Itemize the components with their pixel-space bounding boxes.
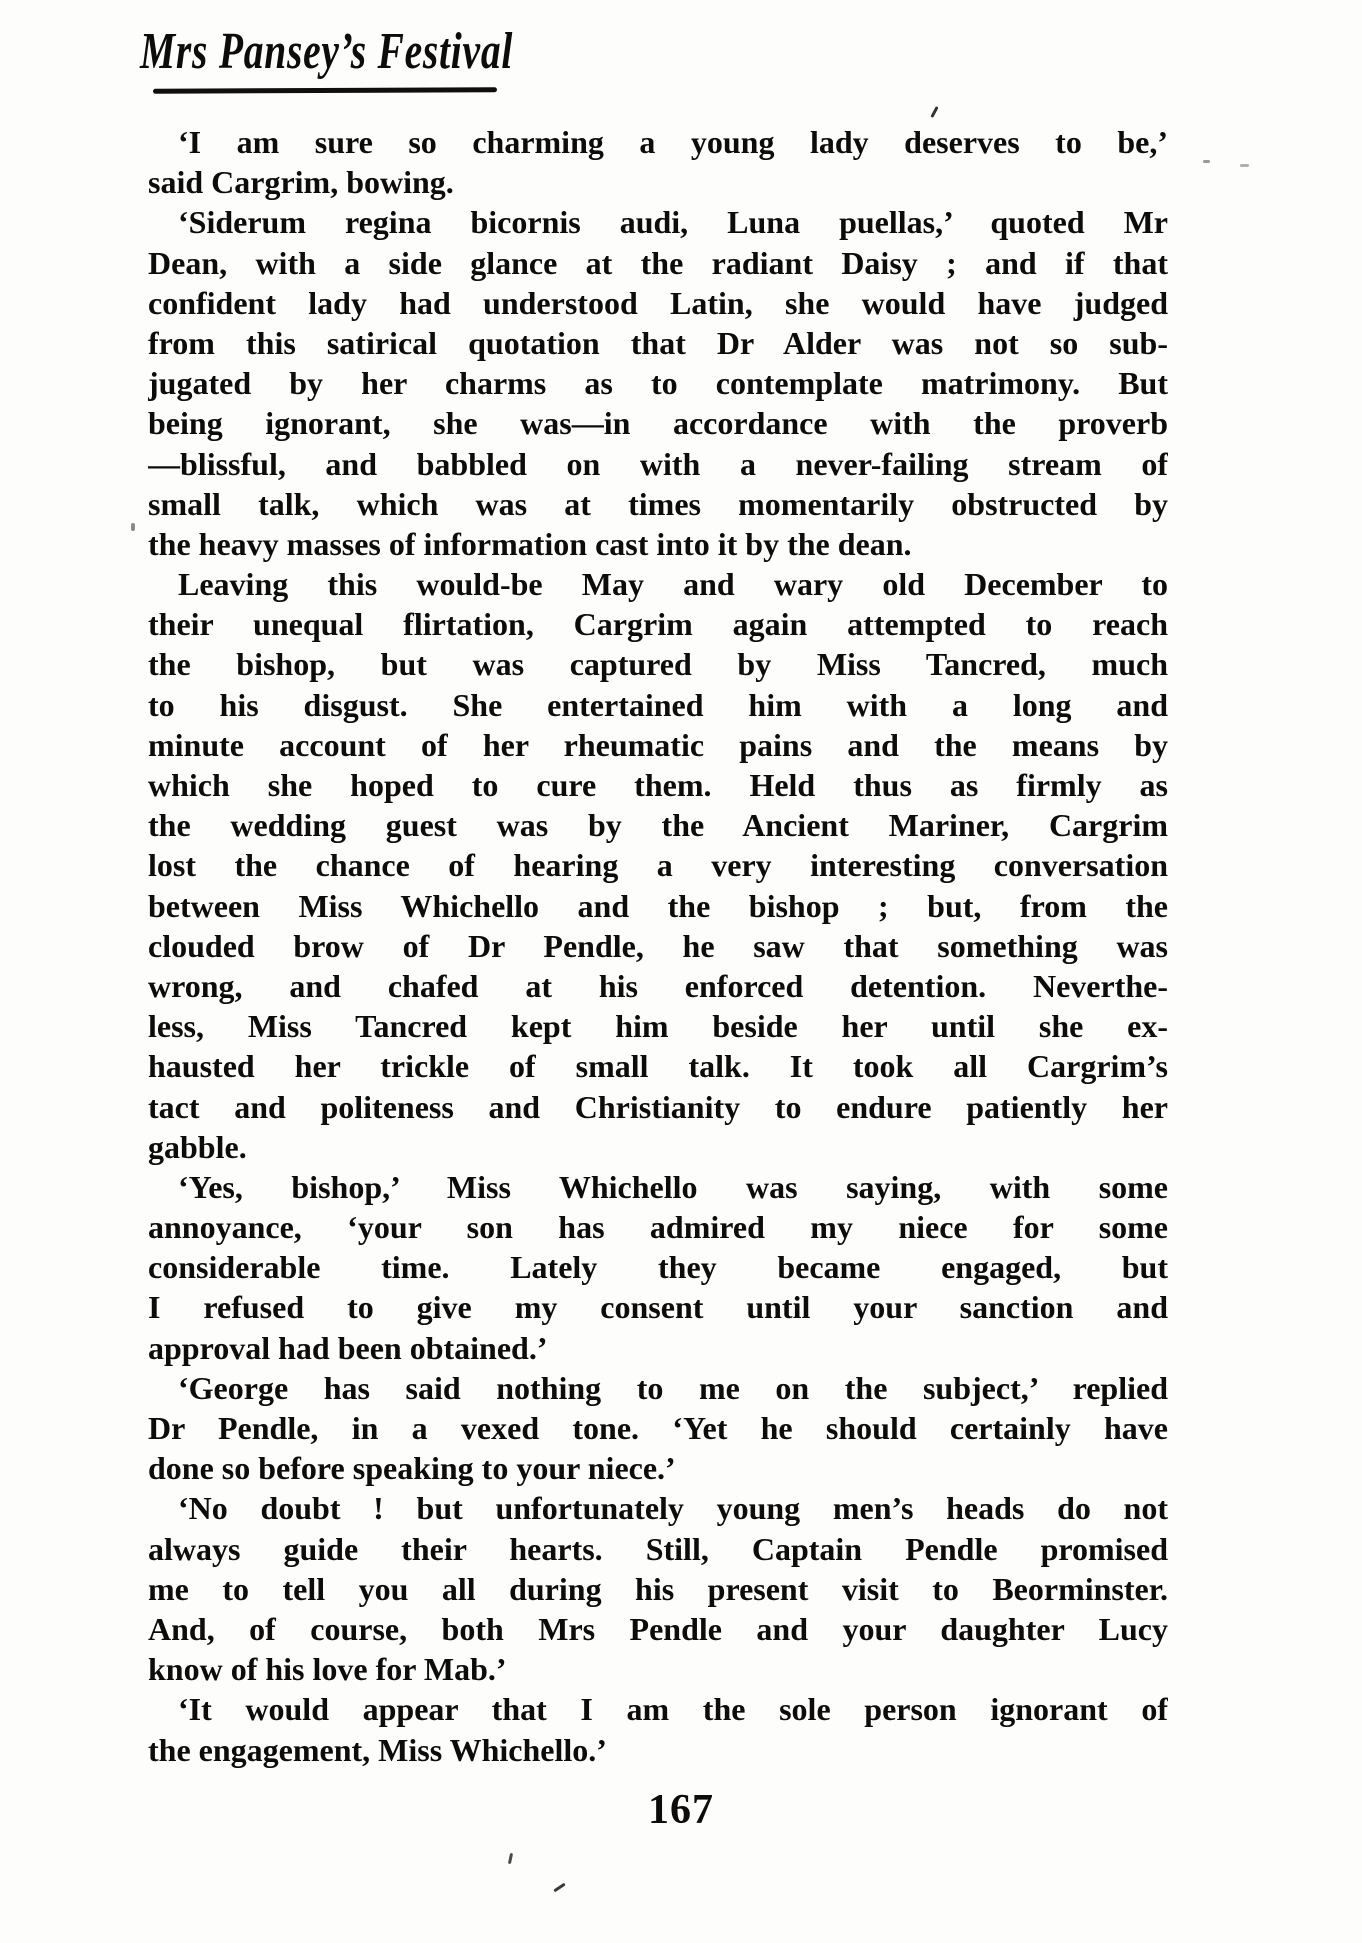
- text-line: annoyance, ‘your son has admired my niece for some: [148, 1209, 1168, 1246]
- text-line: Dean, with a side glance at the radiant Daisy ; and if that: [148, 244, 1168, 281]
- text-line: clouded brow of Dr Pendle, he saw that something was: [148, 927, 1168, 964]
- text-line: confident lady had understood Latin, she would have judged: [148, 284, 1168, 321]
- text-line: And, of course, both Mrs Pendle and your daughter Lucy: [148, 1610, 1168, 1647]
- running-head-title: Mrs Pansey’s Festival: [140, 23, 514, 80]
- scan-speck: [508, 1853, 513, 1864]
- text-line: considerable time. Lately they became engaged, but: [148, 1249, 1168, 1286]
- paragraph: [148, 1167, 1168, 1368]
- paragraph: [148, 564, 1168, 1167]
- scan-speck: [1240, 164, 1249, 167]
- text-line: said Cargrim, bowing.: [148, 164, 454, 201]
- text-line: which she hoped to cure them. Held thus as firmly as: [148, 767, 1168, 803]
- scan-speck: [553, 1883, 565, 1893]
- text-line: —blissful, and babbled on with a never-failing stream of: [148, 445, 1168, 482]
- text-line: I refused to give my consent until your sanction and: [148, 1289, 1168, 1326]
- text-line: wrong, and chafed at his enforced detention. Neverthe-: [148, 967, 1168, 1004]
- text-line: to his disgust. She entertained him with a long and: [148, 686, 1168, 723]
- text-line: Leaving this would-be May and wary old December to: [178, 566, 1168, 603]
- text-line: ‘It would appear that I am the sole person ignorant of: [178, 1691, 1168, 1728]
- text-line: being ignorant, she was—in accordance with the proverb: [148, 405, 1168, 442]
- text-line: minute account of her rheumatic pains and the means by: [148, 726, 1168, 763]
- text-line: know of his love for Mab.’: [148, 1651, 507, 1688]
- text-line: from this satirical quotation that Dr Alder was not so sub-: [148, 324, 1168, 361]
- text-line: always guide their hearts. Still, Captain Pendle promised: [148, 1530, 1168, 1567]
- text-line: the wedding guest was by the Ancient Mariner, Cargrim: [148, 807, 1168, 844]
- text-line: gabble.: [148, 1128, 247, 1165]
- text-line: the heavy masses of information cast into it by the dean.: [148, 525, 912, 562]
- text-line: ‘George has said nothing to me on the subject,’ replied: [178, 1369, 1168, 1406]
- text-line: done so before speaking to your niece.’: [148, 1450, 676, 1487]
- paragraph: [148, 202, 1168, 564]
- text-line: tact and politeness and Christianity to endure patiently her: [148, 1088, 1168, 1125]
- text-line: less, Miss Tancred kept him beside her until she ex-: [148, 1008, 1168, 1045]
- text-line: hausted her trickle of small talk. It took all Cargrim’s: [148, 1048, 1168, 1085]
- text-line: jugated by her charms as to contemplate matrimony. But: [148, 365, 1168, 402]
- paragraph: [148, 1689, 1168, 1769]
- text-line: Dr Pendle, in a vexed tone. ‘Yet he should certainly have: [148, 1410, 1168, 1446]
- paragraph: [148, 1368, 1168, 1489]
- scan-speck: [131, 523, 135, 531]
- page-number: 167: [648, 1787, 714, 1833]
- paragraph: [148, 1488, 1168, 1689]
- text-line: me to tell you all during his present visit to Beorminster.: [148, 1570, 1168, 1607]
- text-line: ‘Siderum regina bicornis audi, Luna puellas,’ quoted Mr: [178, 204, 1168, 241]
- text-line: lost the chance of hearing a very interesting conversation: [148, 847, 1168, 884]
- text-line: the engagement, Miss Whichello.’: [148, 1731, 607, 1768]
- text-line: ‘No doubt ! but unfortunately young men’s heads do not: [178, 1490, 1168, 1527]
- text-line: their unequal flirtation, Cargrim again attempted to reach: [148, 606, 1168, 643]
- scan-speck: [1203, 160, 1210, 163]
- paragraph: [148, 122, 1168, 202]
- page-body: [148, 122, 1168, 1770]
- scan-speck: [930, 106, 938, 118]
- header-rule: [153, 87, 497, 94]
- text-line: approval had been obtained.’: [148, 1329, 548, 1366]
- text-line: the bishop, but was captured by Miss Tancred, much: [148, 646, 1168, 683]
- text-line: ‘Yes, bishop,’ Miss Whichello was saying, with some: [178, 1168, 1168, 1205]
- text-line: small talk, which was at times momentarily obstructed by: [148, 485, 1168, 522]
- text-line: between Miss Whichello and the bishop ; but, from the: [148, 887, 1168, 924]
- text-line: ‘I am sure so charming a young lady deserves to be,’: [178, 124, 1168, 160]
